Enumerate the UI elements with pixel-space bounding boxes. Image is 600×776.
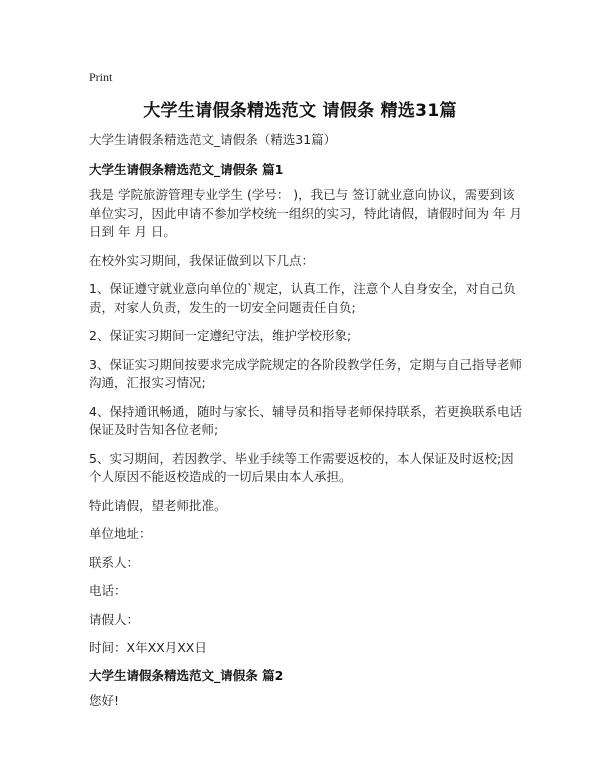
paragraph: 联系人： — [89, 554, 140, 570]
paragraph: 请假人： — [89, 611, 140, 627]
paragraph: 2、保证实习期间一定遵纪守法，维护学校形象; — [89, 328, 352, 343]
paragraph: 时间：X年XX月XX日 — [89, 640, 207, 655]
document-body — [89, 132, 525, 720]
paragraph: 特此请假，望老师批准。 — [89, 497, 227, 513]
paragraph: 单位地址： — [89, 526, 152, 541]
paragraph: 我是 学院旅游管理专业学生 (学号： )，我已与 签订就业意向协议，需要到该单位实习，因此申请不参加学校统一组织的实习，特此请假，请假时间为 年 月 日到 年 月 日。 — [89, 187, 522, 239]
paragraph: 1、保证遵守就业意向单位的`规定，认真工作，注意个人自身安全，对自己负责，对家人负责，发生的一切安全问题责任自负; — [89, 281, 516, 315]
paragraph: 在校外实习期间，我保证做到以下几点： — [89, 252, 315, 268]
section-heading-2: 大学生请假条精选范文_请假条 篇2 — [89, 667, 284, 683]
section-heading-1: 大学生请假条精选范文_请假条 篇1 — [89, 162, 284, 177]
document-title: 大学生请假条精选范文 请假条 精选31篇 — [143, 101, 457, 121]
document-subtitle: 大学生请假条精选范文_请假条（精选31篇） — [89, 132, 337, 147]
paragraph: 您好! — [89, 692, 120, 708]
paragraph: 4、保持通讯畅通，随时与家长、辅导员和指导老师保持联系，若更换联系电话保证及时告知各位老师; — [89, 403, 522, 437]
paragraph: 电话： — [89, 583, 127, 598]
print-label: Print — [89, 70, 113, 84]
paragraph: 5、实习期间，若因教学、毕业手续等工作需要返校的，本人保证及时返校;因个人原因不能返校造成的一切后果由本人承担。 — [89, 450, 514, 484]
paragraph: 3、保证实习期间按要求完成学院规定的各阶段教学任务，定期与自己指导老师沟通，汇报实习情况; — [89, 356, 522, 390]
